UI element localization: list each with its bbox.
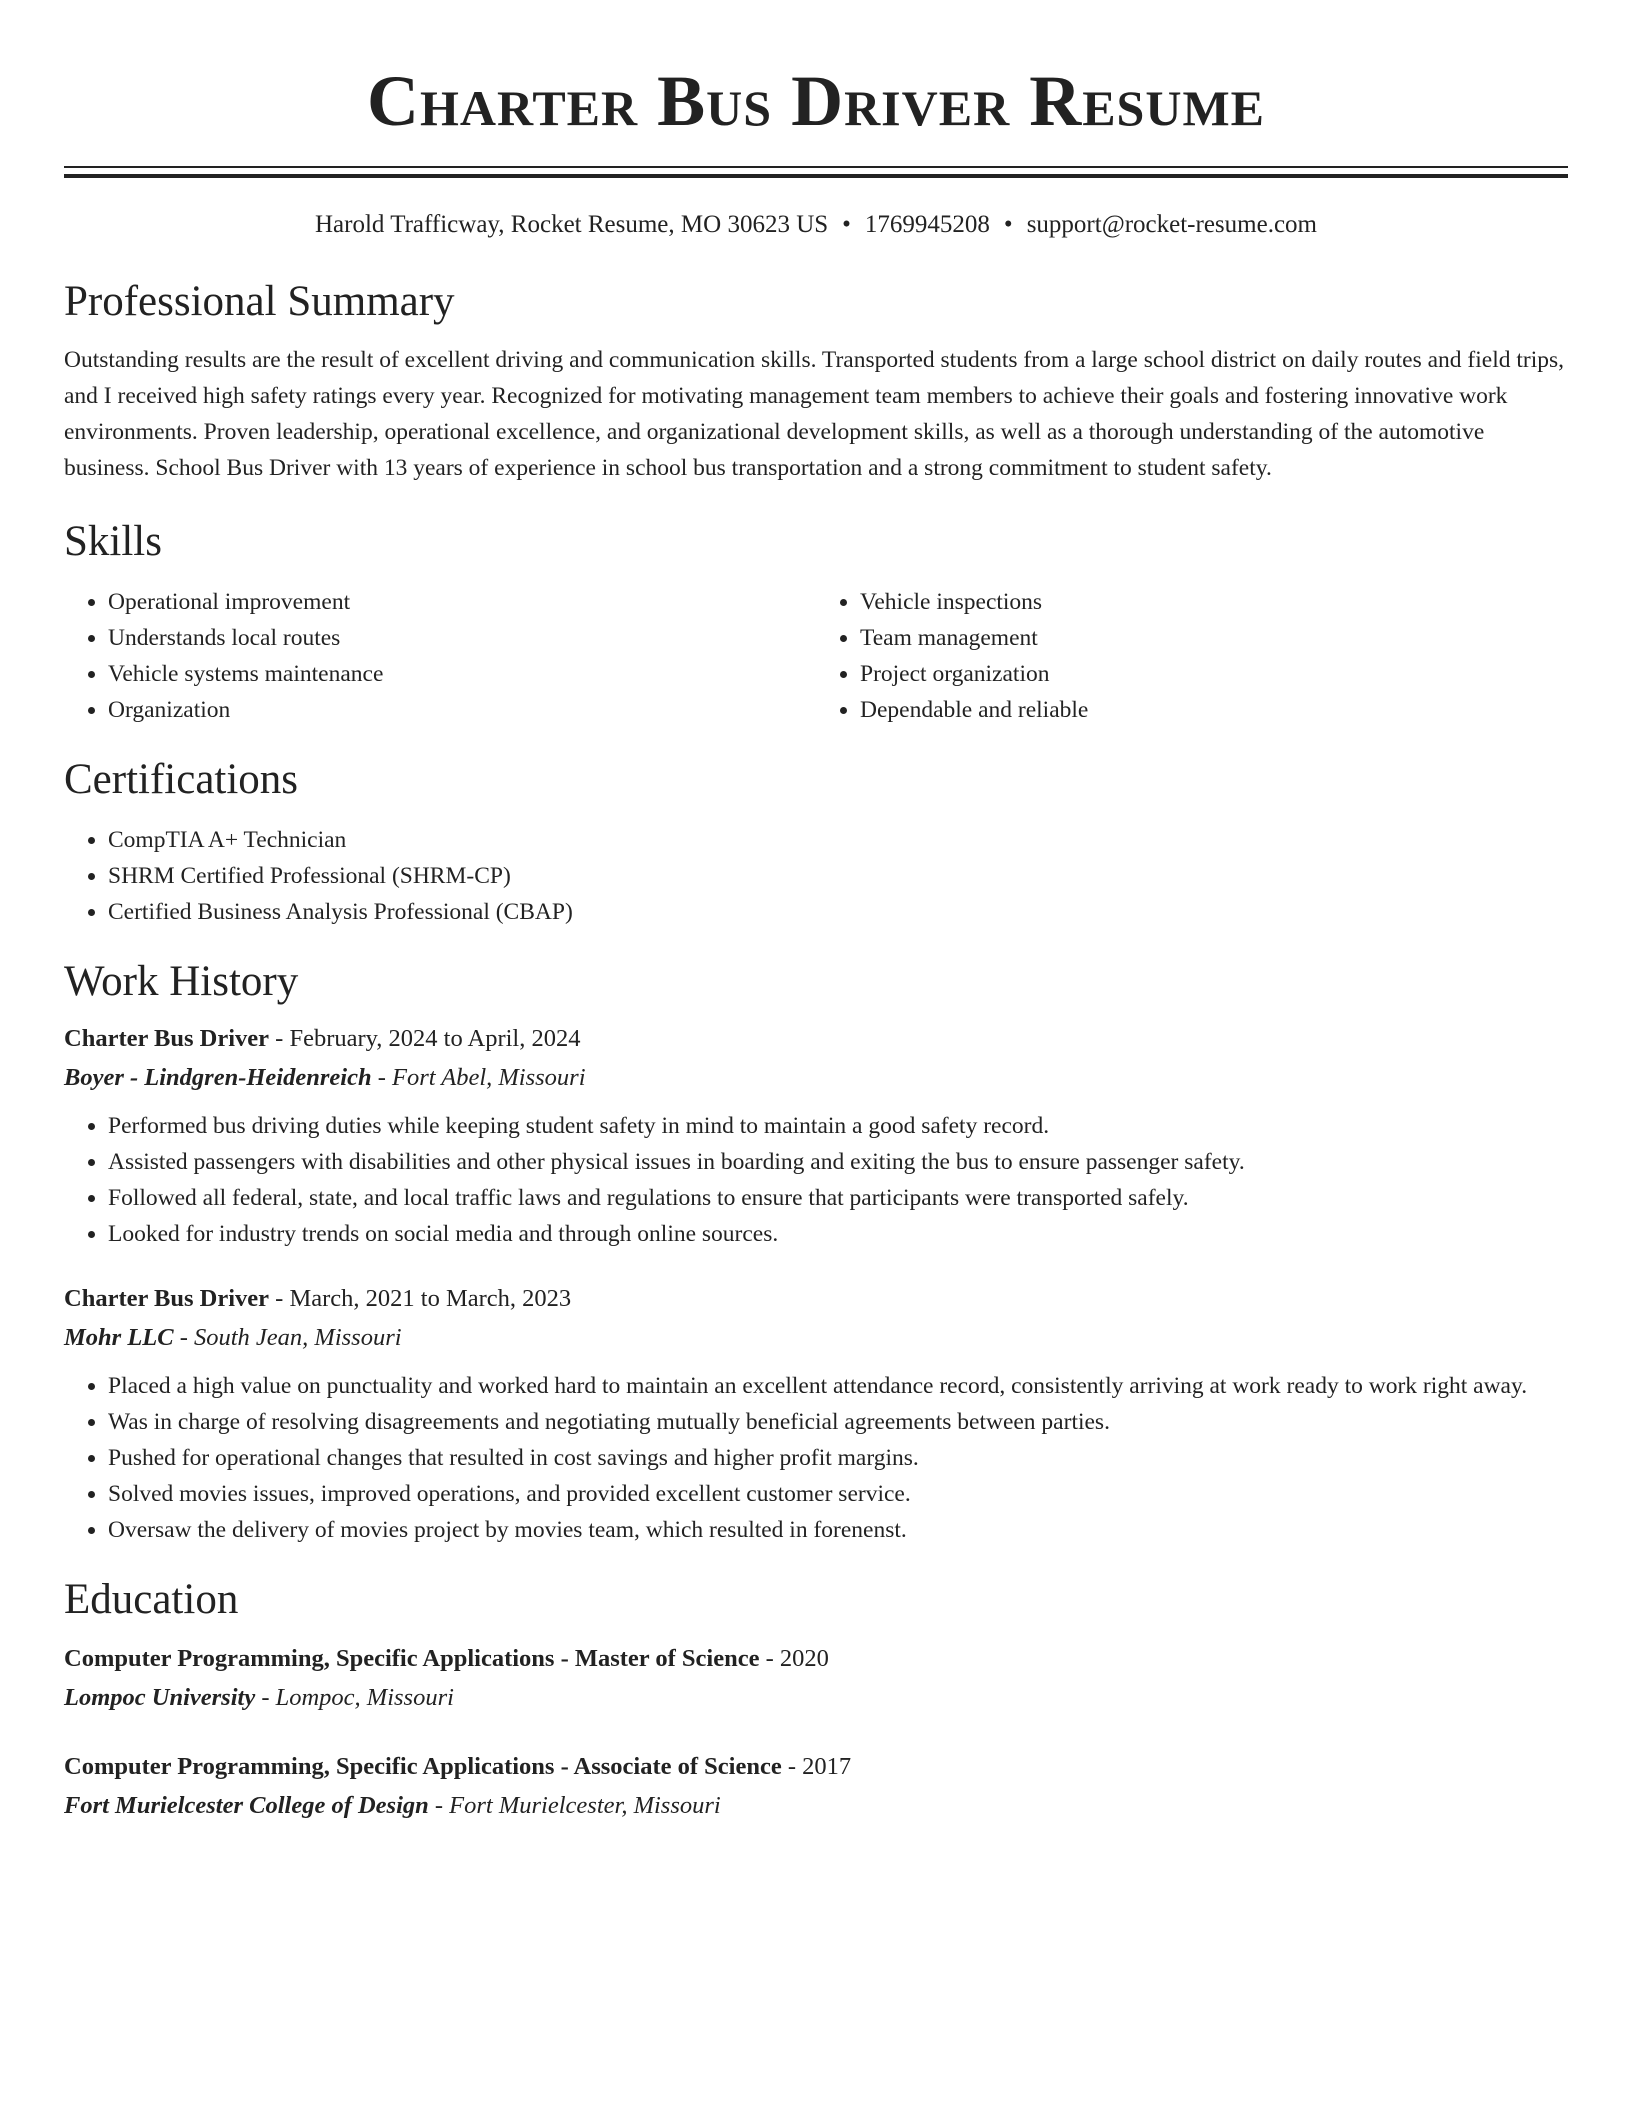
school-line — [64, 1786, 1568, 1826]
school-location: - Lompoc, Missouri — [255, 1684, 454, 1711]
degree-name: Computer Programming, Specific Applications - Master of Science — [64, 1645, 760, 1672]
skill-item: • Project organization — [860, 656, 1568, 692]
skills-heading: Skills — [64, 518, 162, 565]
education-heading: Education — [64, 1576, 239, 1623]
job-title-line — [64, 1280, 1568, 1318]
skill-item: • Team management — [860, 620, 1568, 656]
school-line — [64, 1678, 1568, 1718]
certification-item: • Certified Business Analysis Professional (CBAP) — [108, 894, 1568, 930]
job-duty: • Placed a high value on punctuality and worked hard to maintain an excellent attendance record, consistently arriving at work ready to work right away. — [108, 1368, 1568, 1404]
school-location: - Fort Murielcester, Missouri — [428, 1792, 721, 1819]
employer-name: Mohr LLC — [64, 1324, 174, 1351]
school-name: Fort Murielcester College of Design — [64, 1792, 429, 1819]
resume-title: Charter Bus Driver Resume — [366, 61, 1266, 141]
skills-list-right — [816, 584, 1568, 728]
skill-item: • Vehicle inspections — [860, 584, 1568, 620]
skills-list-left — [64, 584, 816, 728]
skill-item: • Vehicle systems maintenance — [108, 656, 816, 692]
job-duties-list — [64, 1108, 1568, 1252]
employer-location: - South Jean, Missouri — [173, 1324, 402, 1351]
degree-year: - 2020 — [759, 1645, 829, 1672]
job-duty: • Solved movies issues, improved operations, and provided excellent customer service. — [108, 1476, 1568, 1512]
school-name: Lompoc University — [64, 1684, 256, 1711]
work-history-heading: Work History — [64, 958, 299, 1005]
degree-name: Computer Programming, Specific Applications - Associate of Science — [64, 1753, 782, 1780]
contact-address: Harold Trafficway, Rocket Resume, MO 30623 US — [315, 211, 829, 238]
job-duty: • Pushed for operational changes that resulted in cost savings and higher profit margins. — [108, 1440, 1568, 1476]
employer-line — [64, 1058, 1568, 1098]
job-title: Charter Bus Driver — [64, 1025, 270, 1052]
job-duty: • Was in charge of resolving disagreements and negotiating mutually beneficial agreements between parties. — [108, 1404, 1568, 1440]
contact-separator: • — [842, 211, 851, 238]
degree-year: - 2017 — [781, 1753, 852, 1780]
degree-line — [64, 1640, 1568, 1678]
contact-phone: 1769945208 — [864, 211, 990, 238]
title-rule-thin — [64, 166, 1568, 168]
contact-line — [64, 210, 1568, 240]
employer-name: Boyer - Lindgren-Heidenreich — [64, 1064, 372, 1091]
education-entry — [64, 1640, 1568, 1718]
certification-item: • SHRM Certified Professional (SHRM-CP) — [108, 858, 1568, 894]
job-duties-list — [64, 1368, 1568, 1548]
certifications-list — [64, 822, 1568, 930]
job-entry — [64, 1280, 1568, 1548]
certifications-heading: Certifications — [64, 756, 299, 803]
job-dates: - March, 2021 to March, 2023 — [269, 1285, 572, 1312]
summary-heading: Professional Summary — [64, 278, 455, 325]
skill-item: • Understands local routes — [108, 620, 816, 656]
employer-line — [64, 1318, 1568, 1358]
title-rule-thick — [64, 174, 1568, 178]
employer-location: - Fort Abel, Missouri — [371, 1064, 586, 1091]
skills-grid — [64, 584, 1568, 728]
contact-email: support@rocket-resume.com — [1026, 211, 1317, 238]
job-duty: • Looked for industry trends on social media and through online sources. — [108, 1216, 1568, 1252]
job-dates: - February, 2024 to April, 2024 — [269, 1025, 581, 1052]
job-title-line — [64, 1020, 1568, 1058]
education-entry — [64, 1748, 1568, 1826]
job-duty: • Performed bus driving duties while keeping student safety in mind to maintain a good safety record. — [108, 1108, 1568, 1144]
certification-item: • CompTIA A+ Technician — [108, 822, 1568, 858]
skill-item: • Organization — [108, 692, 816, 728]
job-duty: • Followed all federal, state, and local traffic laws and regulations to ensure that participants were transported safely. — [108, 1180, 1568, 1216]
degree-line — [64, 1748, 1568, 1786]
summary-text: Outstanding results are the result of excellent driving and communication skills. Transported students from a large school district on daily routes and field trips, and I received high safety ratings every year. Recognized for motivating management team members to achieve their goals and fostering innovative work environments. Proven leadership, operational excellence, and organizational development skills, as well as a thorough understanding of the automotive business. School Bus Driver with 13 years of experience in school bus transportation and a strong commitment to student safety. — [64, 347, 1565, 481]
job-duty: • Assisted passengers with disabilities and other physical issues in boarding and exiting the bus to ensure passenger safety. — [108, 1144, 1568, 1180]
skill-item: • Operational improvement — [108, 584, 816, 620]
job-duty: • Oversaw the delivery of movies project by movies team, which resulted in forenenst. — [108, 1512, 1568, 1548]
job-title: Charter Bus Driver — [64, 1285, 270, 1312]
contact-separator: • — [1003, 211, 1013, 238]
job-entry — [64, 1020, 1568, 1252]
skill-item: • Dependable and reliable — [860, 692, 1568, 728]
